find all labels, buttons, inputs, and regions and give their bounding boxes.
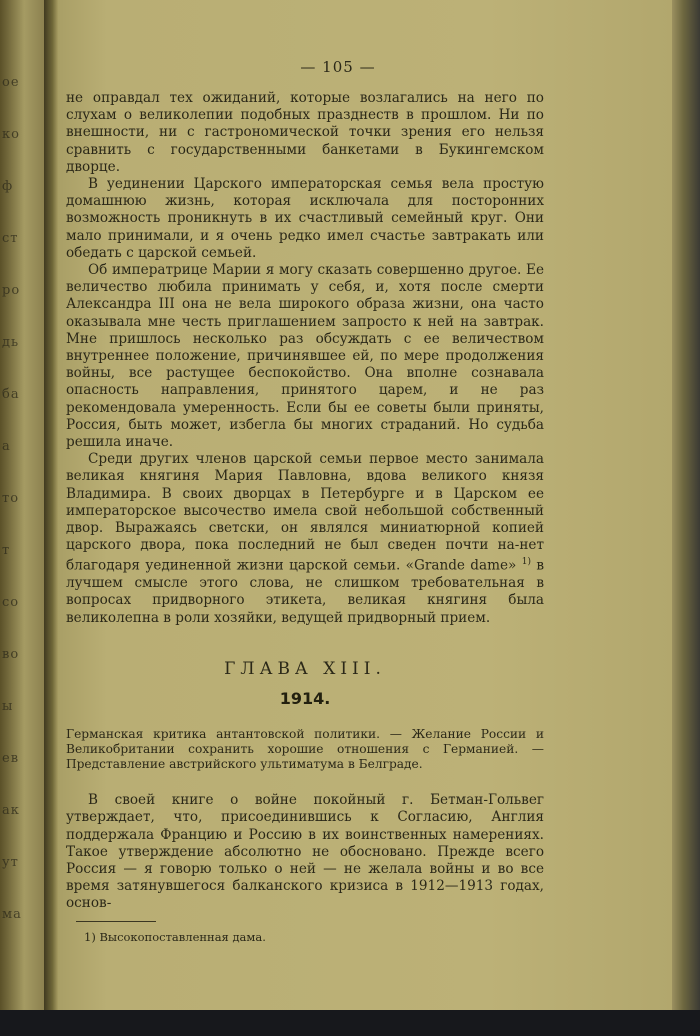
adjacent-page-fragment: ак (2, 803, 20, 818)
adjacent-page-fragment: ст (2, 231, 19, 246)
footnote-divider (76, 921, 156, 922)
page-text (66, 90, 544, 944)
adjacent-page-fragment: а (2, 439, 11, 454)
adjacent-page-fragment: ма (2, 907, 22, 922)
adjacent-page-fragment: дь (2, 335, 20, 350)
adjacent-page-fragment: ро (2, 283, 21, 298)
adjacent-page-fragment: ы (2, 699, 14, 714)
book-page (58, 0, 672, 1010)
adjacent-page-fragment: ев (2, 751, 20, 766)
adjacent-page-fragment: во (2, 647, 20, 662)
adjacent-page-fragment: ф (2, 179, 14, 194)
right-page-edge (672, 0, 700, 1010)
paragraph-5: В своей книге о войне покойный г. Бетман-Гольвег утверждает, что, присоединившись к Согласию, Англия поддержала Францию и Россию в их воинственных намерениях. Такое утверждение абсолютно не обосновано. Прежде всего Россия — я говорю только о ней — не желала войны и во все время затянувшегося балканского кризиса в 1912—1913 годах, основ- (66, 792, 544, 912)
paragraph-3: Об императрице Марии я могу сказать совершенно другое. Ее величество любила принимать у себя, и, хотя после смерти Александра III она не вела широкого образа жизни, она часто оказывала мне честь приглашением запросто к ней на завтрак. Мне пришлось несколько раз обсуждать с ее величеством внутреннее положение, причинявшее ей, по мере продолжения войны, все растущее беспокойство. Она вполне сознавала опасность направления, принятого царем, и не раз рекомендовала умеренность. Если бы ее советы были приняты, Россия, быть может, избегла бы многих страданий. Но судьба решила иначе. (66, 262, 544, 451)
paragraph-2: В уединении Царского императорская семья вела простую домашнюю жизнь, которая исключала для посторонних возможность проникнуть в их счастливый семейный круг. Они мало принимали, и я очень редко имел счастье завтракать или обедать с царской семьей. (66, 176, 544, 261)
adjacent-page-fragment: со (2, 595, 20, 610)
adjacent-page-fragment: ко (2, 127, 20, 142)
chapter-year: 1914. (279, 689, 331, 709)
adjacent-page-fragment: то (2, 491, 20, 506)
book-gutter (44, 0, 58, 1012)
paragraph-1: не оправдал тех ожиданий, которые возлагались на него по слухам о великолепии подобных празднеств в прошлом. Ни по внешности, ни с гастрономической точки зрения его нельзя сравнить с государственными банкетами в Букингемском дворце. (66, 90, 544, 175)
paragraph-4 (66, 451, 544, 627)
adjacent-page-fragment: ое (2, 75, 20, 90)
scan-background (0, 1010, 700, 1036)
adjacent-page-fragment: ут (2, 855, 19, 870)
chapter-summary: Германская критика антантовской политики. — Желание России и Великобритании сохранить хорошие отношения с Германией. — Представление австрийского ультиматума в Белграде. (66, 727, 544, 772)
adjacent-page-edge (0, 0, 44, 1010)
chapter-title: ГЛАВА XIII. (224, 658, 386, 679)
footnote-marker: 1) (521, 557, 531, 568)
paragraph-4-text-b: в лучшем смысле этого слова, не слишком требовательная в вопросах придворного этикета, великая княгиня была великолепна в роли хозяйки, ведущей придворный прием. (66, 558, 544, 626)
page-number: — 105 — (300, 58, 376, 76)
adjacent-page-fragment: ба (2, 387, 20, 402)
footnote: 1) Высокопоставленная дама. (84, 929, 266, 944)
adjacent-page-fragment: т (2, 543, 11, 558)
paragraph-4-text-a: Среди других членов царской семьи первое место занимала великая княгиня Мария Павловна, вдова великого князя Владимира. В своих дворцах в Петербурге и в Царском ее императорское высочество имела свой небольшой собственный двор. Выражаясь светски, он являлся миниатюрной копией царского двора, пока последний не был сведен почти на-нет благодаря уединенной жизни царской семьи. «Grande dame» (66, 451, 544, 575)
